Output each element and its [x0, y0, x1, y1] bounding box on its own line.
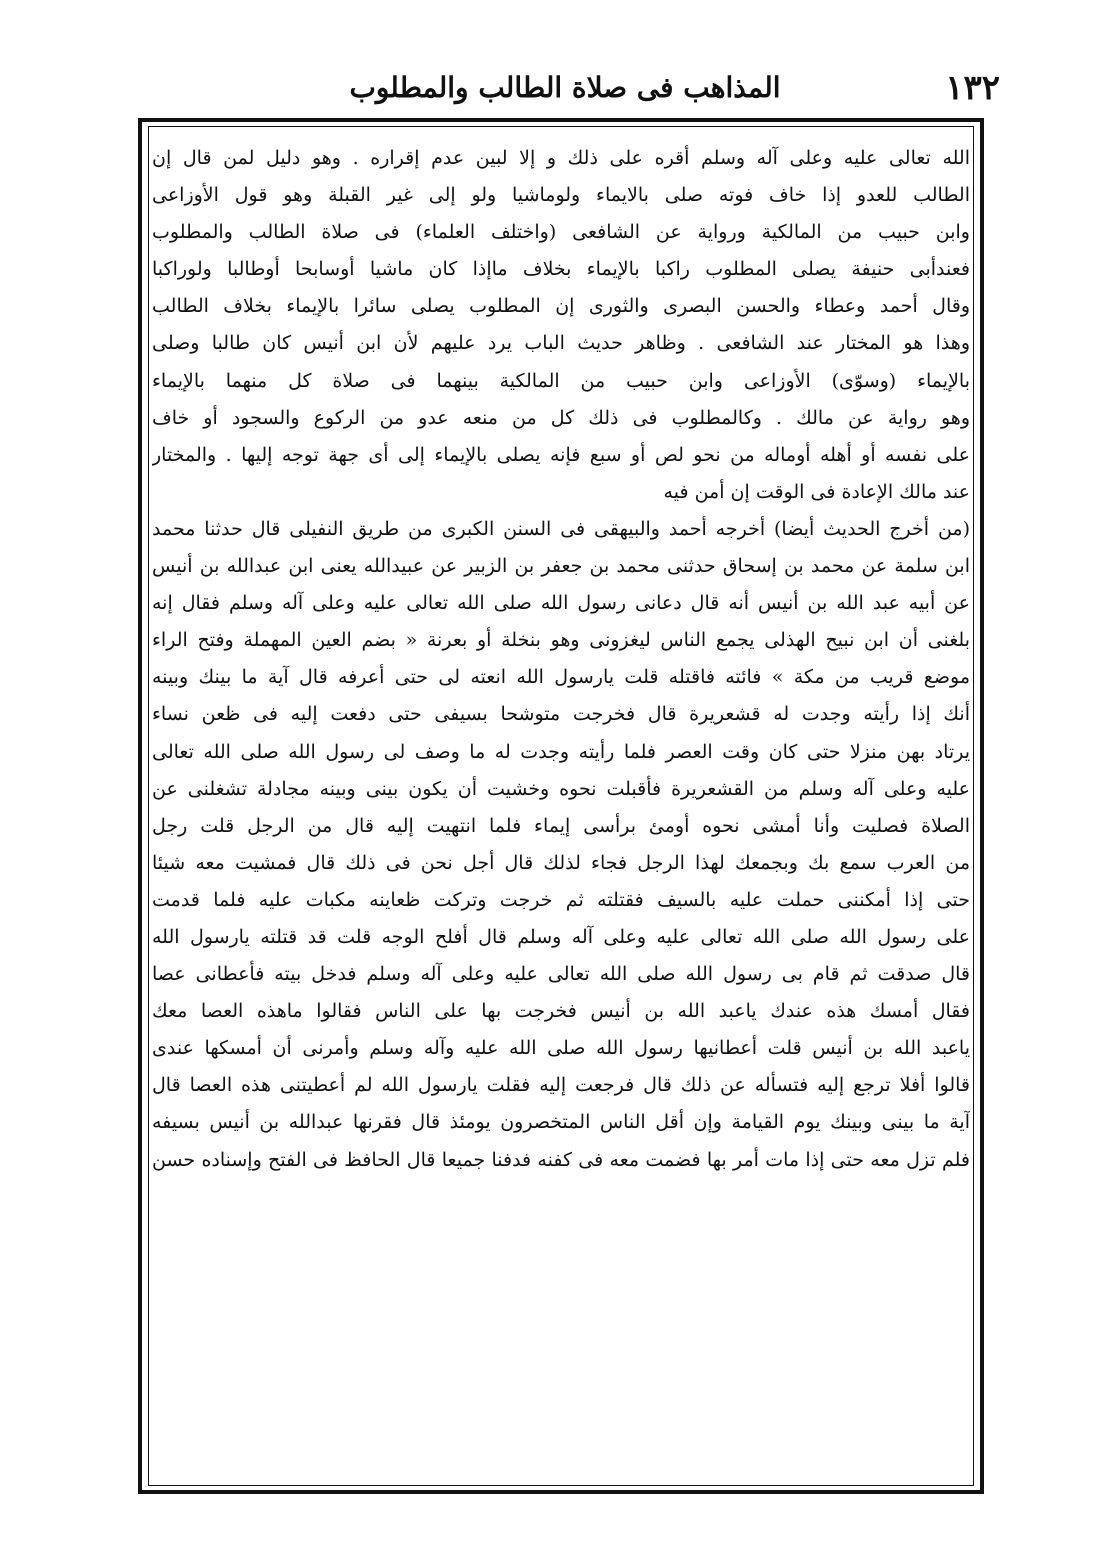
text-line: بلغنى أن ابن نبيح الهذلى يجمع الناس ليغزونى وهو بنخلة أو بعرنة « بضم العين المهملة وفتح الراء — [152, 629, 970, 652]
text-line: وابن حبيب من المالكية ورواية عن الشافعى (واختلف العلماء) فى صلاة الطالب والمطلوب — [152, 221, 970, 244]
text-line: الصلاة فصليت وأنا أمشى نحوه أومئ برأسى إيماء فلما انتهيت إليه قال من الرجل قلت رجل — [152, 814, 970, 837]
text-line: قالوا أفلا ترجع إليه فتسأله عن ذلك قال فرجعت إليه فقلت يارسول الله لم أعطيتنى هذه العصا قال — [152, 1074, 970, 1097]
text-line: قال صدقت ثم قام بى رسول الله صلى الله تعالى عليه وعلى آله وسلم فدخل بيته فأعطانى عصا — [152, 963, 970, 986]
text-line: (من أخرج الحديث أيضا) أخرجه أحمد والبيهقى فى السنن الكبرى من طريق النفيلى قال حدثنا محمد — [152, 517, 970, 540]
text-line: الله تعالى عليه وعلى آله وسلم أقره على ذلك و إلا لبين عدم إقراره . وهو دليل لمن قال إن — [152, 147, 970, 169]
text-line: وقال أحمد وعطاء والحسن البصرى والثورى إن المطلوب يصلى سائرا بالإيماء بخلاف الطالب — [152, 295, 970, 318]
running-title: المذاهب فى صلاة الطالب والمطلوب — [349, 71, 781, 104]
text-line: على رسول الله صلى الله تعالى عليه وعلى آله وسلم قال أفلح الوجه قلت قد قتلته يارسول الله — [152, 925, 970, 948]
text-line: فقال أمسك هذه عندك ياعبد الله بن أنيس فخرجت بها على الناس فقالوا ماهذه العصا معك — [152, 1000, 970, 1023]
text-line: يرتاد بهن منزلا حتى كان وقت العصر فلما رأيته وجدت له ما وصف لى رسول الله صلى الله تعالى — [152, 740, 970, 763]
page-header — [130, 66, 1000, 118]
text-line: من العرب سمع بك وبجمعك لهذا الرجل فجاء لذلك قال أجل نحن فى ذلك قال فمشيت معه شيئا — [152, 851, 970, 874]
text-line: ابن سلمة عن محمد بن إسحاق حدثنى محمد بن جعفر بن الزبير عن عبيدالله يعنى ابن عبدالله بن أنيس — [152, 555, 970, 578]
text-line: وهو رواية عن مالك . وكالمطلوب فى ذلك كل من منعه عدو من الركوع والسجود أو خاف — [152, 406, 970, 429]
page-body — [152, 140, 970, 1476]
text-line: فلم تزل معه حتى إذا مات أمر بها فضمت معه فى كفنه فدفنا جميعا قال الحافظ فى الفتح وإسناده حسن — [152, 1148, 970, 1171]
text-line: وهذا هو المختار عند الشافعى . وظاهر حديث الباب يرد عليهم لأن ابن أنيس كان طالبا وصلى — [152, 332, 970, 355]
text-line: آية ما بينى وبينك يوم القيامة وإن أقل الناس المتخصرون يومئذ قال فقرنها عبدالله بن أنيس بسيفه — [152, 1111, 970, 1134]
text-line: حتى إذا أمكننى حملت عليه بالسيف فقتلته ثم خرجت وتركت ظعاينه مكبات عليه فلما قدمت — [152, 888, 970, 911]
text-line: عند مالك الإعادة فى الوقت إن أمن فيه — [663, 480, 970, 503]
text-line: موضع قريب من مكة » فائته فاقتله قلت يارسول الله انعته لى حتى أعرفه قال آية ما بينك وبينه — [152, 666, 970, 689]
text-line: على نفسه أو أهله أوماله من نحو لص أو سبع فإنه يصلى بالإيماء إلى أى جهة توجه إليها . والمختار — [152, 443, 970, 466]
text-line: الطالب للعدو إذا خاف فوته صلى بالايماء ولوماشيا ولو إلى غير القبلة وهو قول الأوزاعى — [152, 184, 970, 207]
text-line: بالإيماء (وسوّى) الأوزاعى وابن حبيب من المالكية بينهما فى صلاة كل منهما بالإيماء — [152, 369, 970, 392]
text-line: ياعبد الله بن أنيس قلت أعطانيها رسول الله صلى الله عليه وآله وسلم وأمرنى أن أمسكها عندى — [152, 1037, 970, 1060]
text-line: عليه وعلى آله وسلم من القشعريرة فأقبلت نحوه وخشيت أن يكون بينى وبينه مجادلة تشغلنى عن — [152, 777, 970, 800]
text-line: أنك إذا رأيته وجدت له قشعريرة قال فخرجت متوشحا بسيفى حتى دفعت إليه فى ظعن نساء — [152, 703, 970, 726]
page-number: ١٣٢ — [945, 68, 1000, 108]
text-line: فعندأبى حنيفة يصلى المطلوب راكبا بالإيماء بخلاف ماإذا كان ماشيا أوسابحا أوطالبا ولوراكبا — [152, 258, 970, 281]
text-line: عن أبيه عبد الله بن أنيس أنه قال دعانى رسول الله صلى الله تعالى عليه وعلى آله وسلم فقال إنه — [152, 592, 970, 615]
